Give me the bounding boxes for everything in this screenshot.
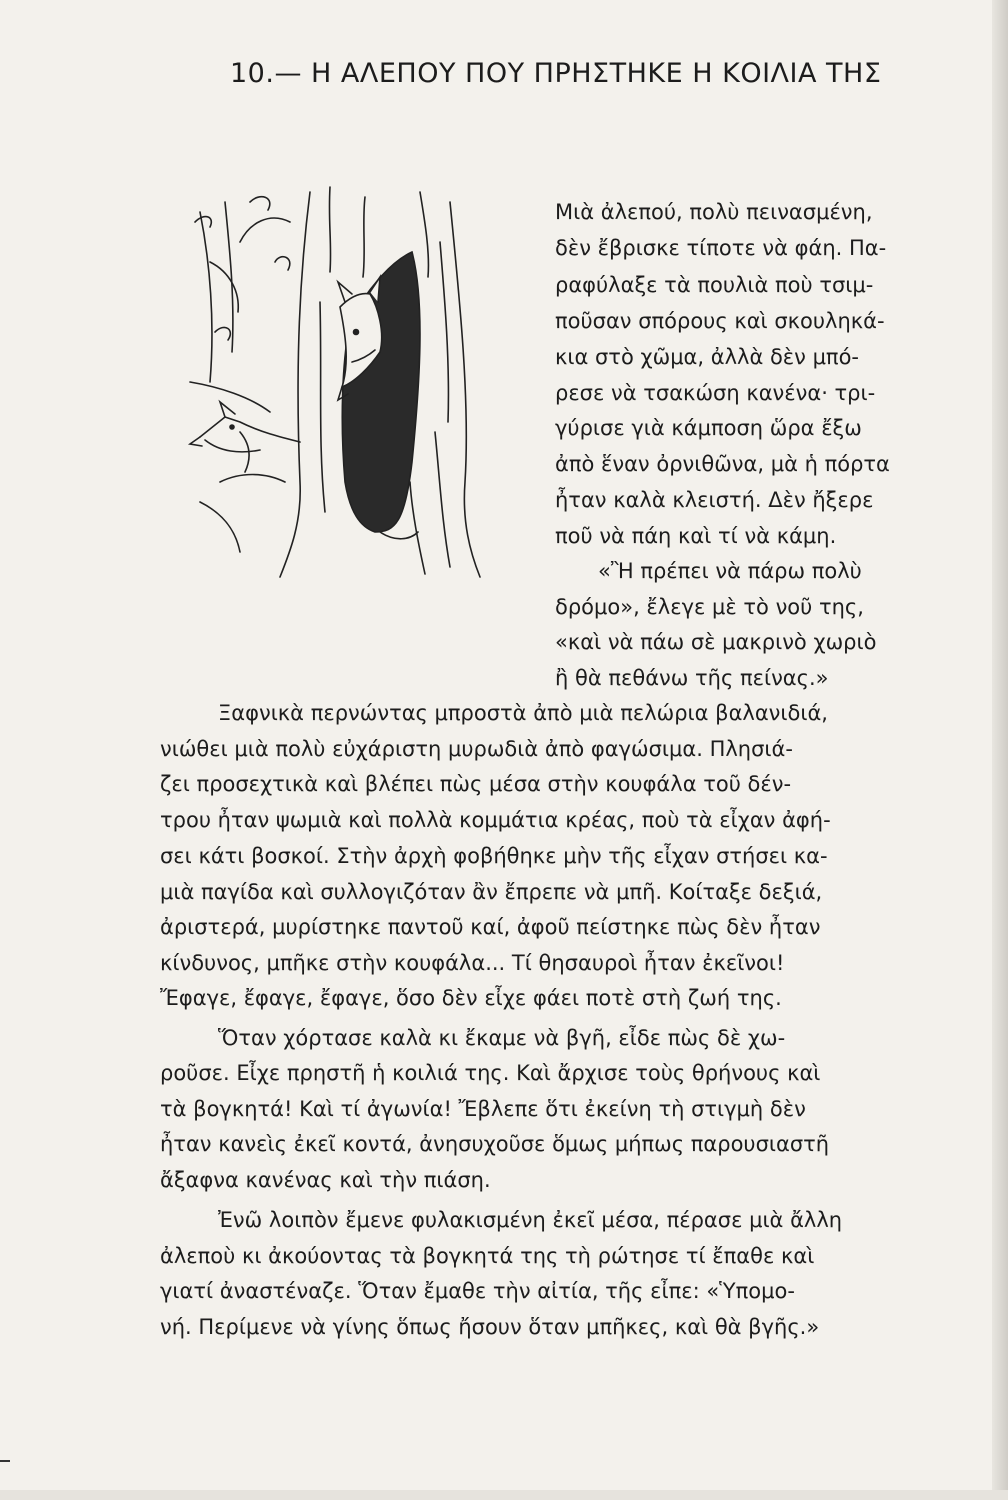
column-line: δὲν ἔβρισκε τίποτε νὰ φάη. Πα- <box>555 236 887 260</box>
body-line: κίνδυνος, μπῆκε στὴν κουφάλα... Τί θησαυροὶ ἦταν ἐκεῖνοι! <box>160 951 785 975</box>
body-line: νιώθει μιὰ πολὺ εὐχάριστη μυρωδιὰ ἀπὸ φαγώσιμα. Πλησιά- <box>160 737 793 761</box>
column-line: «Ἢ πρέπει νὰ πάρω πολὺ <box>598 559 862 583</box>
body-line: Ὅταν χόρτασε καλὰ κι ἔκαμε νὰ βγῆ, εἶδε πὼς δὲ χω- <box>218 1026 786 1050</box>
column-line: γύρισε γιὰ κάμποση ὥρα ἔξω <box>555 416 862 440</box>
body-line: μιὰ παγίδα καὶ συλλογιζόταν ἂν ἔπρεπε νὰ μπῆ. Κοίταξε δεξιά, <box>160 880 823 904</box>
body-line: νή. Περίμενε νὰ γίνης ὅπως ἤσουν ὅταν μπῆκες, καὶ θὰ βγῆς.» <box>160 1315 820 1339</box>
column-line: Μιὰ ἀλεπού, πολὺ πεινασμένη, <box>555 200 873 224</box>
body-line: ἦταν κανεὶς ἐκεῖ κοντά, ἀνησυχοῦσε ὅμως μήπως παρουσιαστῆ <box>160 1132 830 1156</box>
column-line: ἀπὸ ἕναν ὀρνιθῶνα, μὰ ἡ πόρτα <box>555 452 890 476</box>
body-line: Ἔφαγε, ἔφαγε, ἔφαγε, ὅσο δὲν εἶχε φάει ποτὲ στὴ ζωή της. <box>160 986 782 1010</box>
story-title: 10.— Η ΑΛΕΠΟΥ ΠΟΥ ΠΡΗΣΤΗΚΕ Η ΚΟΙΛΙΑ ΤΗΣ <box>230 58 882 89</box>
body-line: ἀλεποὺ κι ἀκούοντας τὰ βογκητά της τὴ ρώτησε τί ἔπαθε καὶ <box>160 1244 815 1268</box>
column-line: δρόμο», ἔλεγε μὲ τὸ νοῦ της, <box>555 595 864 619</box>
column-line: ραφύλαξε τὰ πουλιὰ ποὺ τσιμ- <box>555 273 874 297</box>
body-line: τρου ἦταν ψωμιὰ καὶ πολλὰ κομμάτια κρέας, ποὺ τὰ εἶχαν ἀφή- <box>160 808 831 832</box>
body-line: γιατί ἀναστέναζε. Ὅταν ἔμαθε τὴν αἰτία, τῆς εἶπε: «Ὑπομο- <box>160 1279 795 1303</box>
fox-in-tree-illustration-icon <box>180 182 490 582</box>
body-line: ροῦσε. Εἶχε πρηστῆ ἡ κοιλιά της. Καὶ ἄρχισε τοὺς θρήνους καὶ <box>160 1061 821 1085</box>
body-line: ἀριστερά, μυρίστηκε παντοῦ καί, ἀφοῦ πείστηκε πὼς δὲν ἦταν <box>160 915 821 939</box>
column-line: «καὶ νὰ πάω σὲ μακρινὸ χωριὸ <box>555 630 877 654</box>
body-line: Ἐνῶ λοιπὸν ἔμενε φυλακισμένη ἐκεῖ μέσα, πέρασε μιὰ ἄλλη <box>218 1208 843 1232</box>
body-line: τὰ βογκητά! Καὶ τί ἀγωνία! Ἔβλεπε ὅτι ἐκείνη τὴ στιγμὴ δὲν <box>160 1097 806 1121</box>
page-edge-right <box>992 0 1008 1500</box>
column-line: ποῦσαν σπόρους καὶ σκουληκά- <box>555 309 885 333</box>
column-line: ἢ θὰ πεθάνω τῆς πείνας.» <box>555 666 829 690</box>
margin-mark <box>0 1460 10 1462</box>
body-line: ζει προσεχτικὰ καὶ βλέπει πὼς μέσα στὴν κουφάλα τοῦ δέν- <box>160 772 792 796</box>
body-line: ἄξαφνα κανένας καὶ τὴν πιάση. <box>160 1168 491 1192</box>
body-line: Ξαφνικὰ περνώντας μπροστὰ ἀπὸ μιὰ πελώρια βαλανιδιά, <box>218 701 828 725</box>
body-line: σει κάτι βοσκοί. Στὴν ἀρχὴ φοβήθηκε μὴν τῆς εἶχαν στήσει κα- <box>160 844 828 868</box>
page-edge-bottom <box>0 1490 1008 1500</box>
column-line: κια στὸ χῶμα, ἀλλὰ δὲν μπό- <box>555 345 859 369</box>
column-line: ἦταν καλὰ κλειστή. Δὲν ἤξερε <box>555 488 874 512</box>
column-line: ρεσε νὰ τσακώση κανένα· τρι- <box>555 381 876 405</box>
column-line: ποῦ νὰ πάη καὶ τί νὰ κάμη. <box>555 524 837 548</box>
